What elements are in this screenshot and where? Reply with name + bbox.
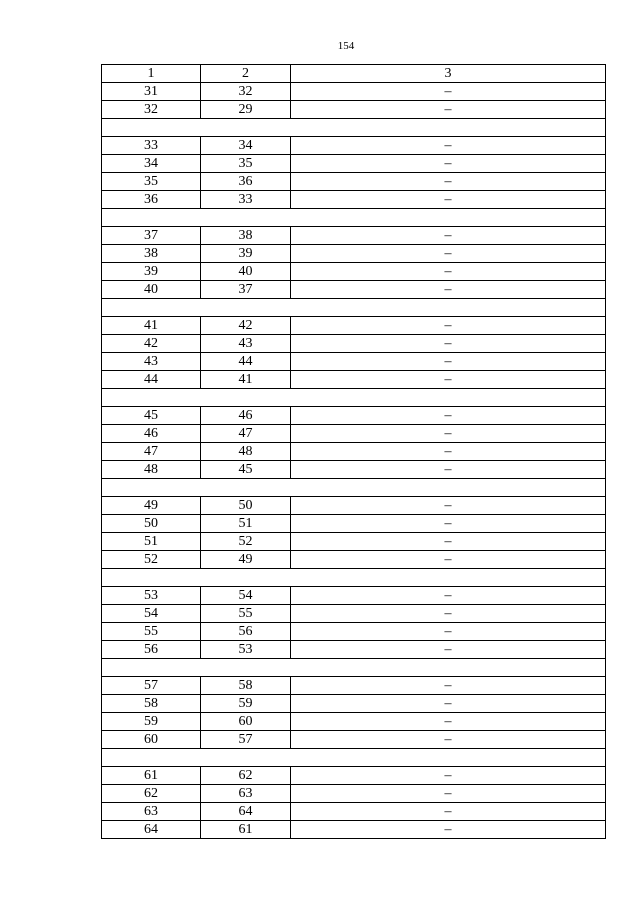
page-number: 154 (337, 40, 355, 52)
table-cell-col2: 45 (201, 461, 291, 479)
group-separator-cell (102, 119, 606, 137)
table-row (102, 641, 606, 659)
table-cell-col1: 56 (102, 641, 201, 659)
table-cell-col3: – (291, 461, 606, 479)
table-cell-col3: – (291, 641, 606, 659)
table-row (102, 551, 606, 569)
table-row (102, 335, 606, 353)
group-separator-row (102, 389, 606, 407)
table-cell-col3: – (291, 353, 606, 371)
table-cell-col1: 62 (102, 785, 201, 803)
group-separator-cell (102, 299, 606, 317)
table-cell-col2: 47 (201, 425, 291, 443)
table-row (102, 245, 606, 263)
table-cell-col1: 44 (102, 371, 201, 389)
table-row (102, 821, 606, 839)
table-cell-col1: 43 (102, 353, 201, 371)
table-cell-col2: 46 (201, 407, 291, 425)
group-separator-cell (102, 659, 606, 677)
table-row (102, 83, 606, 101)
group-separator-cell (102, 479, 606, 497)
table-body (102, 65, 606, 839)
table-row (102, 785, 606, 803)
table-cell-col2: 39 (201, 245, 291, 263)
table-row (102, 677, 606, 695)
table-row (102, 461, 606, 479)
table-cell-col2: 62 (201, 767, 291, 785)
table-cell-col1: 34 (102, 155, 201, 173)
table-cell-col1: 53 (102, 587, 201, 605)
table-cell-col1: 59 (102, 713, 201, 731)
table-cell-col2: 49 (201, 551, 291, 569)
table-cell-col3: – (291, 533, 606, 551)
table-cell-col1: 41 (102, 317, 201, 335)
table-row (102, 425, 606, 443)
table-cell-col2: 40 (201, 263, 291, 281)
table-cell-col3: – (291, 803, 606, 821)
table-cell-col2: 33 (201, 191, 291, 209)
table-cell-col3: – (291, 497, 606, 515)
table-cell-col3: – (291, 767, 606, 785)
table-cell-col3: – (291, 173, 606, 191)
table-cell-col2: 54 (201, 587, 291, 605)
table-cell-col2: 29 (201, 101, 291, 119)
table-cell-col3: – (291, 137, 606, 155)
table-cell-col3: – (291, 605, 606, 623)
table-row (102, 191, 606, 209)
table-cell-col1: 39 (102, 263, 201, 281)
table-cell-col1: 64 (102, 821, 201, 839)
group-separator-row (102, 299, 606, 317)
group-separator-cell (102, 389, 606, 407)
table-cell-col3: – (291, 407, 606, 425)
table-row (102, 155, 606, 173)
table-cell-col3: – (291, 677, 606, 695)
table-cell-col2: 61 (201, 821, 291, 839)
table-row (102, 353, 606, 371)
column-header: 1 (102, 65, 201, 83)
table-cell-col2: 55 (201, 605, 291, 623)
table-row (102, 263, 606, 281)
table-cell-col3: – (291, 731, 606, 749)
table-cell-col2: 35 (201, 155, 291, 173)
table-header-row (102, 65, 606, 83)
table-cell-col2: 63 (201, 785, 291, 803)
table-row (102, 101, 606, 119)
table-cell-col1: 57 (102, 677, 201, 695)
table-cell-col3: – (291, 335, 606, 353)
table-cell-col3: – (291, 263, 606, 281)
table-row (102, 695, 606, 713)
table-cell-col3: – (291, 281, 606, 299)
table-row (102, 803, 606, 821)
table-cell-col1: 63 (102, 803, 201, 821)
table-cell-col3: – (291, 443, 606, 461)
table-cell-col1: 45 (102, 407, 201, 425)
table-cell-col3: – (291, 425, 606, 443)
group-separator-row (102, 479, 606, 497)
table-row (102, 713, 606, 731)
table-row (102, 731, 606, 749)
group-separator-row (102, 749, 606, 767)
table-cell-col2: 43 (201, 335, 291, 353)
table-cell-col2: 37 (201, 281, 291, 299)
table-cell-col2: 48 (201, 443, 291, 461)
table-cell-col2: 36 (201, 173, 291, 191)
table-cell-col1: 60 (102, 731, 201, 749)
table-cell-col1: 42 (102, 335, 201, 353)
table-row (102, 497, 606, 515)
table-cell-col1: 35 (102, 173, 201, 191)
table-cell-col3: – (291, 623, 606, 641)
table-cell-col1: 31 (102, 83, 201, 101)
table-cell-col2: 53 (201, 641, 291, 659)
table-row (102, 227, 606, 245)
table-cell-col1: 52 (102, 551, 201, 569)
table-cell-col1: 58 (102, 695, 201, 713)
table-row (102, 317, 606, 335)
table-cell-col3: – (291, 551, 606, 569)
table-row (102, 281, 606, 299)
data-table (101, 64, 606, 839)
table-row (102, 443, 606, 461)
table-cell-col3: – (291, 101, 606, 119)
table-cell-col2: 34 (201, 137, 291, 155)
group-separator-row (102, 119, 606, 137)
table-cell-col3: – (291, 695, 606, 713)
table-cell-col3: – (291, 155, 606, 173)
table-row (102, 767, 606, 785)
table-row (102, 137, 606, 155)
table-row (102, 605, 606, 623)
table-row (102, 407, 606, 425)
table-cell-col3: – (291, 713, 606, 731)
group-separator-row (102, 659, 606, 677)
table-cell-col2: 58 (201, 677, 291, 695)
table-cell-col2: 52 (201, 533, 291, 551)
table-cell-col2: 56 (201, 623, 291, 641)
table-cell-col3: – (291, 245, 606, 263)
table-cell-col2: 44 (201, 353, 291, 371)
table-cell-col3: – (291, 191, 606, 209)
group-separator-cell (102, 749, 606, 767)
group-separator-cell (102, 209, 606, 227)
table-cell-col3: – (291, 821, 606, 839)
group-separator-cell (102, 569, 606, 587)
table-cell-col2: 38 (201, 227, 291, 245)
table-cell-col2: 59 (201, 695, 291, 713)
table-cell-col1: 48 (102, 461, 201, 479)
table-row (102, 587, 606, 605)
table-cell-col3: – (291, 371, 606, 389)
table-cell-col1: 49 (102, 497, 201, 515)
table-cell-col2: 50 (201, 497, 291, 515)
table-cell-col3: – (291, 83, 606, 101)
table-row (102, 533, 606, 551)
table-cell-col1: 46 (102, 425, 201, 443)
table-row (102, 371, 606, 389)
table-cell-col2: 57 (201, 731, 291, 749)
table-cell-col1: 50 (102, 515, 201, 533)
table-row (102, 515, 606, 533)
table-cell-col3: – (291, 227, 606, 245)
table-cell-col2: 42 (201, 317, 291, 335)
table-row (102, 623, 606, 641)
table-cell-col1: 36 (102, 191, 201, 209)
table-cell-col1: 55 (102, 623, 201, 641)
table-cell-col3: – (291, 785, 606, 803)
table-cell-col3: – (291, 515, 606, 533)
table-cell-col1: 51 (102, 533, 201, 551)
table-cell-col1: 32 (102, 101, 201, 119)
group-separator-row (102, 209, 606, 227)
table-cell-col1: 54 (102, 605, 201, 623)
table-cell-col2: 64 (201, 803, 291, 821)
table-cell-col2: 41 (201, 371, 291, 389)
column-header: 2 (201, 65, 291, 83)
table-cell-col1: 40 (102, 281, 201, 299)
table-cell-col3: – (291, 587, 606, 605)
table-cell-col1: 38 (102, 245, 201, 263)
table-cell-col2: 51 (201, 515, 291, 533)
table-cell-col1: 33 (102, 137, 201, 155)
group-separator-row (102, 569, 606, 587)
table-cell-col3: – (291, 317, 606, 335)
table-cell-col1: 61 (102, 767, 201, 785)
table-cell-col1: 37 (102, 227, 201, 245)
column-header: 3 (291, 65, 606, 83)
table-cell-col2: 60 (201, 713, 291, 731)
table-cell-col2: 32 (201, 83, 291, 101)
table-row (102, 173, 606, 191)
table-cell-col1: 47 (102, 443, 201, 461)
